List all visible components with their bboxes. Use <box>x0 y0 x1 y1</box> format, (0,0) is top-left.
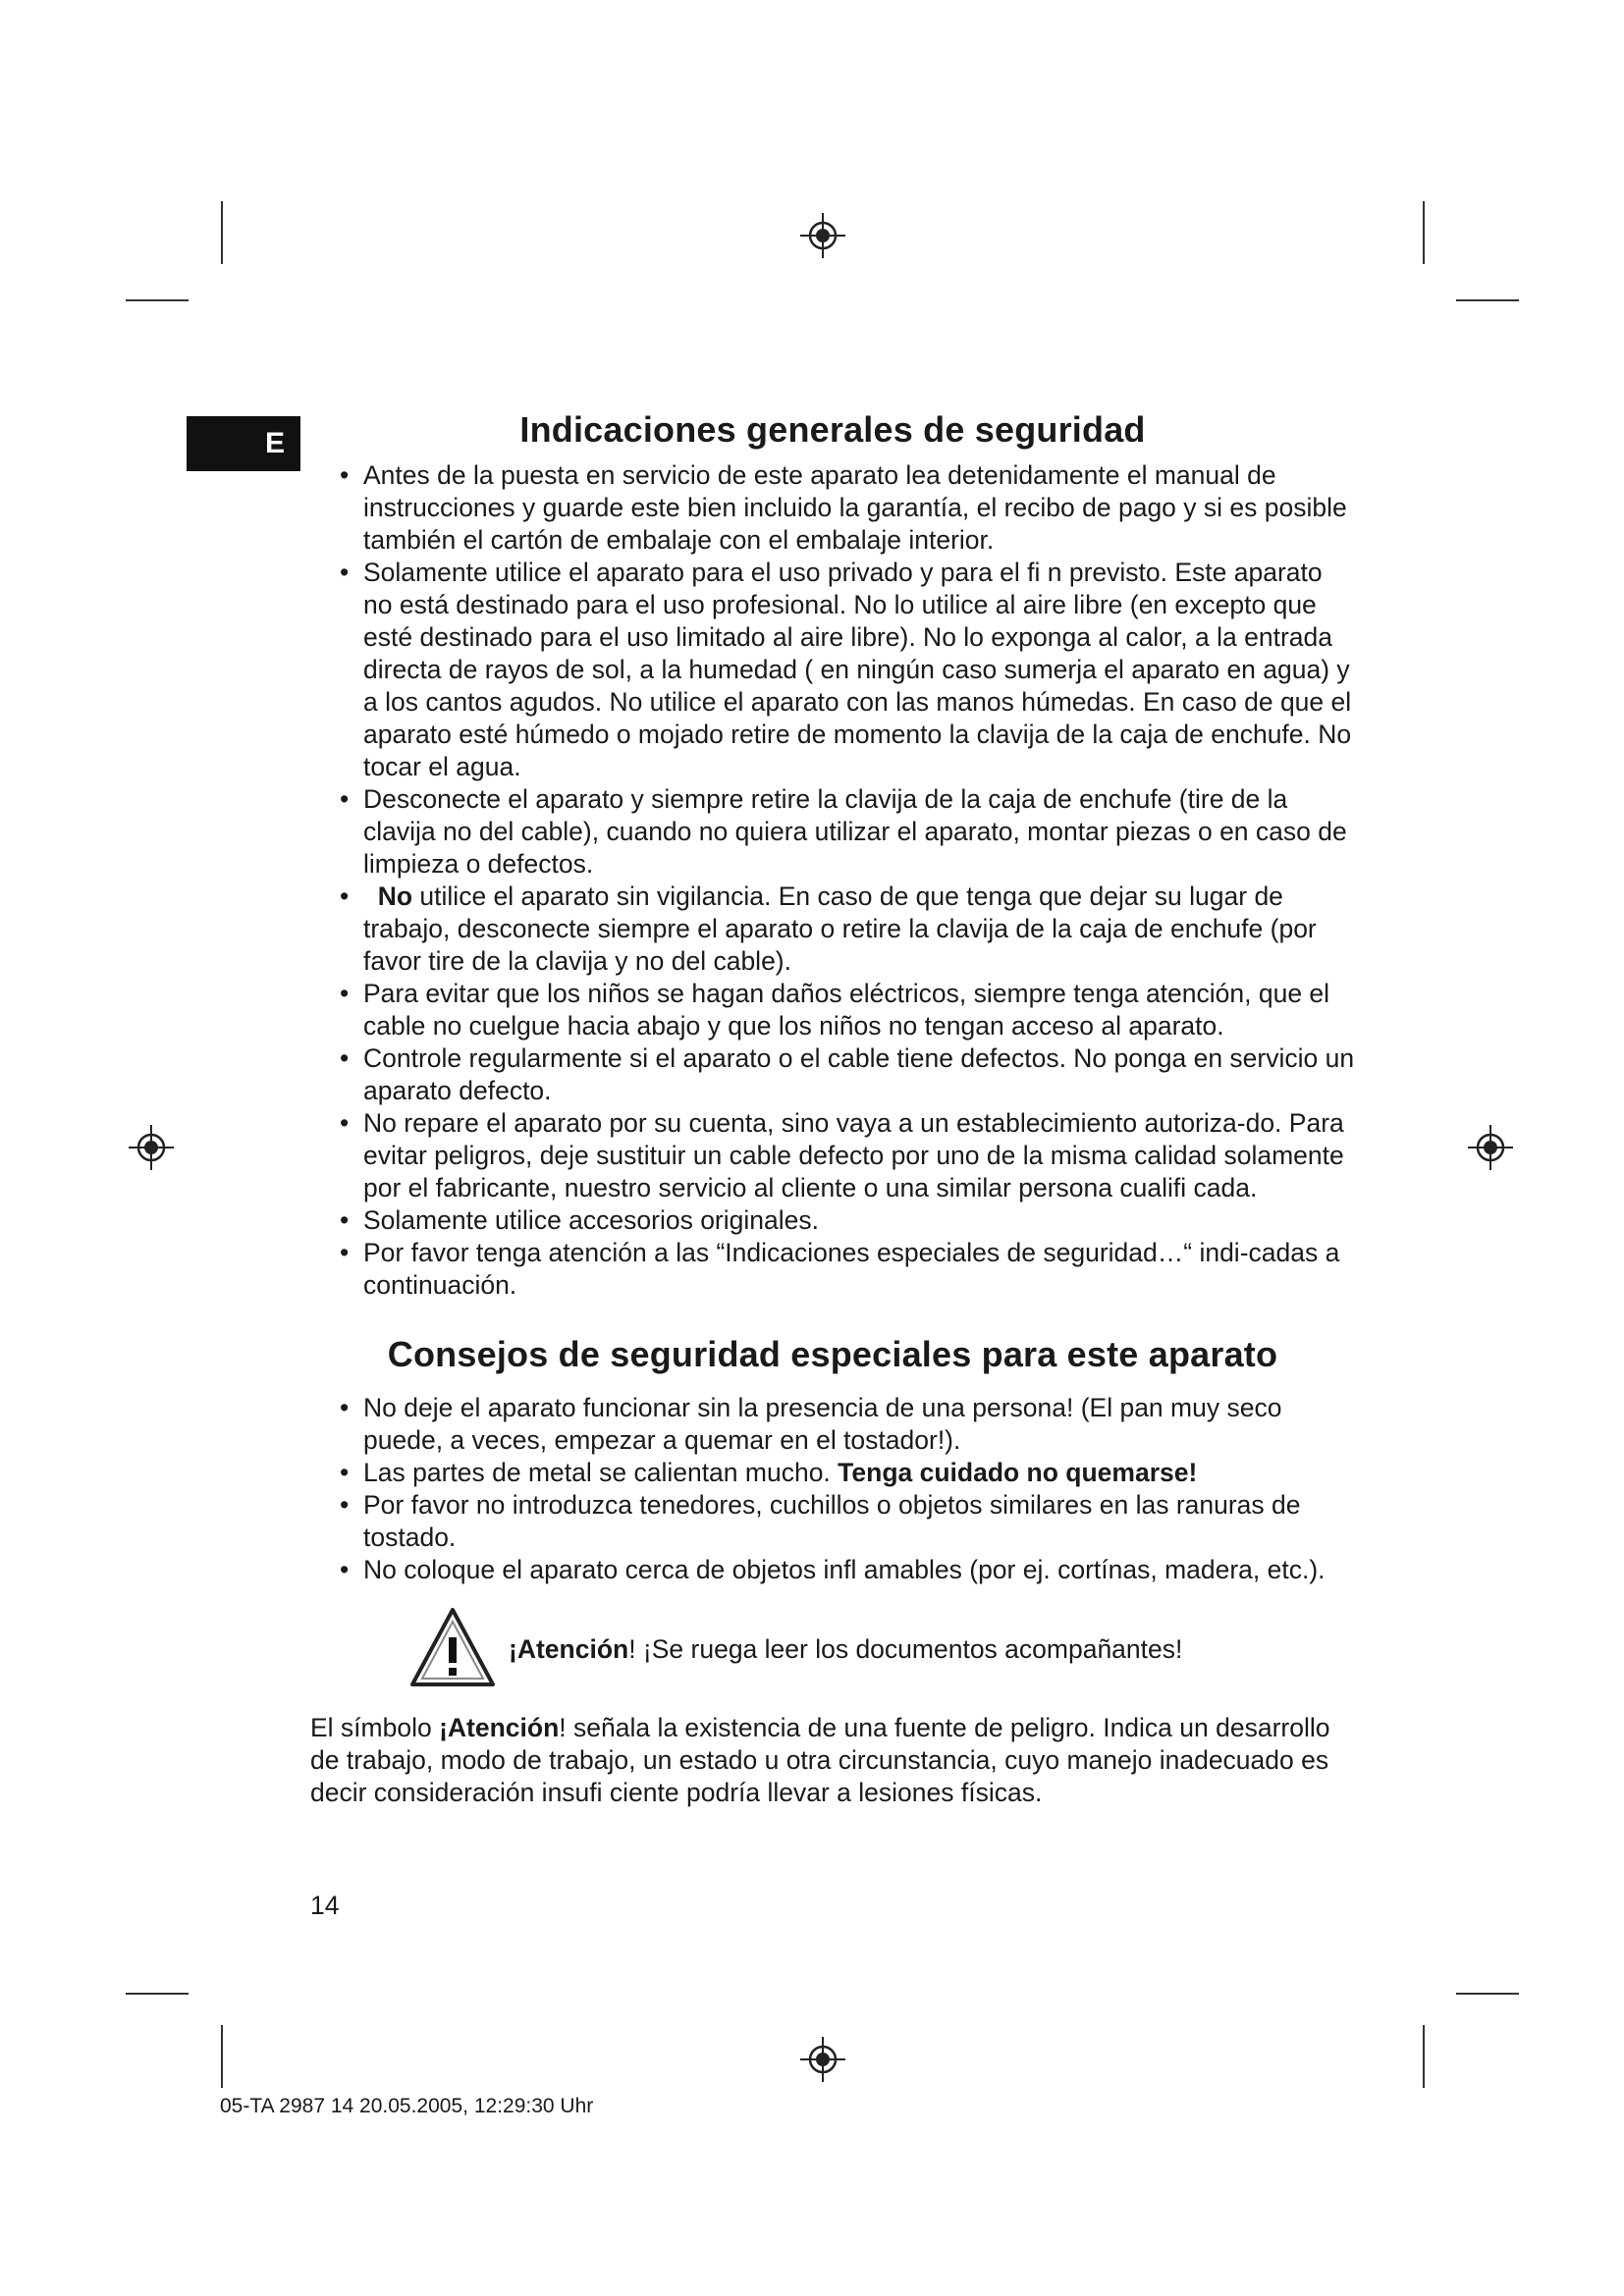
list-item: • Para evitar que los niños se hagan daños eléctricos, siempre tenga atención, que el cable no cuelgue hacia abajo y que los niños no tengan acceso al aparato. <box>340 979 1330 1041</box>
section2-list <box>310 1392 1355 1586</box>
registration-mark-icon <box>800 213 845 258</box>
crop-mark-bottom-right-vertical <box>1423 2025 1425 2088</box>
main-content <box>310 400 1355 1809</box>
list-item: • No deje el aparato funcionar sin la presencia de una persona! (El pan muy seco puede, a veces, empezar a quemar en el tostador!). <box>340 1393 1282 1455</box>
warning-notice <box>310 1606 1355 1694</box>
page-number: 14 <box>310 1891 340 1920</box>
section1-title: Indicaciones generales de seguridad <box>519 409 1146 450</box>
section2-title: Consejos de seguridad especiales para este aparato <box>387 1334 1278 1374</box>
warning-explanation: El símbolo ¡Atención! señala la existencia de una fuente de peligro. Indica un desarrollo de trabajo, modo de trabajo, un estado u otra circunstancia, cuyo manejo inadecuado es decir consideración insufi ciente podría llevar a lesiones físicas. <box>310 1713 1330 1807</box>
crop-mark-top-left-horizontal <box>126 299 189 301</box>
crop-mark-bottom-left-horizontal <box>126 1993 189 1995</box>
list-item: • Desconecte el aparato y siempre retire la clavija de la caja de enchufe (tire de la clavija no del cable), cuando no quiera utilizar el aparato, montar piezas o en caso de limpieza o defectos. <box>340 784 1347 879</box>
registration-mark-icon <box>800 2037 845 2082</box>
list-item: • Solamente utilice el aparato para el uso privado y para el fi n previsto. Este aparato no está destinado para el uso profesional. No lo utilice al aire libre (en excepto que esté destinado para el uso limitado al aire libre). No lo exponga al calor, a la entrada directa de rayos de sol, a la humedad ( en ningún caso sumerja el aparato en agua) y a los cantos agudos. No utilice el aparato con las manos húmedas. En caso de que el aparato esté húmedo o mojado retire de momento la clavija de la caja de enchufe. No tocar el agua. <box>340 558 1352 781</box>
crop-mark-bottom-right-horizontal <box>1456 1993 1519 1995</box>
list-item: • Por favor tenga atención a las “Indicaciones especiales de seguridad…“ indi-cadas a continuación. <box>340 1238 1340 1300</box>
crop-mark-bottom-left-vertical <box>221 2025 223 2088</box>
crop-mark-top-left-vertical <box>221 201 223 264</box>
list-item: • Las partes de metal se calientan mucho. Tenga cuidado no quemarse! <box>340 1458 1198 1487</box>
list-item: • No coloque el aparato cerca de objetos infl amables (por ej. cortínas, madera, etc.). <box>340 1555 1326 1584</box>
list-item: • Controle regularmente si el aparato o el cable tiene defectos. No ponga en servicio un aparato defecto. <box>340 1043 1355 1105</box>
registration-mark-icon <box>129 1125 174 1170</box>
crop-mark-top-right-vertical <box>1423 201 1425 264</box>
list-item: • Por favor no introduzca tenedores, cuchillos o objetos similares en las ranuras de tostado. <box>340 1490 1301 1552</box>
list-item: • Solamente utilice accesorios originales. <box>340 1205 819 1235</box>
list-item: • No repare el aparato por su cuenta, sino vaya a un establecimiento autoriza-do. Para evitar peligros, deje sustituir un cable defecto por uno de la misma calidad solamente por el fabricante, nuestro servicio al cliente o una similar persona cualifi cada. <box>340 1108 1344 1202</box>
list-item: • No utilice el aparato sin vigilancia. En caso de que tenga que dejar su lugar de trabajo, desconecte siempre el aparato o retire la clavija de la caja de enchufe (por favor tire de la clavija y no del cable). <box>340 881 1317 976</box>
language-tab: E <box>187 416 300 471</box>
list-item: • Antes de la puesta en servicio de este aparato lea detenidamente el manual de instrucciones y guarde este bien incluido la garantía, el recibo de pago y si es posible también el cartón de embalaje con el embalaje interior. <box>340 460 1347 555</box>
crop-mark-top-right-horizontal <box>1456 299 1519 301</box>
warning-triangle-icon <box>408 1606 497 1688</box>
print-footer: 05-TA 2987 14 20.05.2005, 12:29:30 Uhr <box>220 2095 594 2117</box>
section1-list <box>310 459 1355 1302</box>
warning-text: ¡Atención! ¡Se ruega leer los documentos acompañantes! <box>509 1634 1183 1664</box>
registration-mark-icon <box>1468 1125 1513 1170</box>
